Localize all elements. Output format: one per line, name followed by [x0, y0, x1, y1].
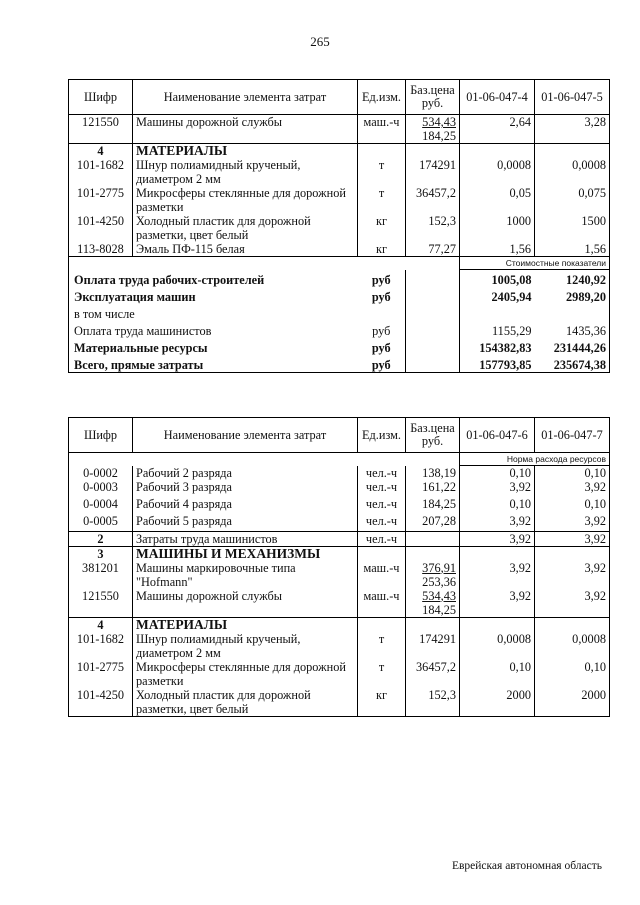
summary-value-a: 1155,29 [491, 324, 532, 338]
table-header [69, 80, 610, 115]
row-value-a: 3,92 [460, 480, 535, 497]
row-name: Машины дорожной службы [133, 115, 358, 144]
band-row [69, 453, 610, 466]
row-unit: кг [358, 214, 406, 242]
row-value-a: 0,10 [460, 660, 535, 688]
row-unit: т [358, 660, 406, 688]
cost-table-2 [68, 417, 610, 717]
section-row [69, 144, 610, 159]
table-row [69, 480, 610, 497]
row-value-b: 0,10 [535, 466, 610, 481]
summary-value-b: 235674,38 [535, 355, 610, 373]
row-price: 138,19 [406, 466, 460, 481]
summary-row [69, 355, 610, 373]
table-row [69, 115, 610, 144]
row-price-labor: 253,36 [422, 574, 456, 589]
table-row [69, 561, 610, 589]
table-row [69, 514, 610, 531]
row-name: Рабочий 4 разряда [133, 497, 358, 514]
table-row [69, 497, 610, 514]
row-price: 174291 [406, 158, 460, 186]
table-row [69, 242, 610, 257]
row-value-b: 0,0008 [535, 632, 610, 660]
header-col-a: 01-06-047-4 [460, 80, 535, 115]
table-row [69, 589, 610, 618]
header-col-a: 01-06-047-6 [460, 418, 535, 453]
cost-table-1 [68, 79, 610, 373]
table-row [69, 186, 610, 214]
section-code: 3 [69, 546, 133, 561]
row-name: Шнур полиамидный крученый, диаметром 2 мм [133, 158, 358, 186]
summary-value-b: 1435,36 [535, 321, 610, 338]
header-col-b: 01-06-047-5 [535, 80, 610, 115]
section-title: МАШИНЫ И МЕХАНИЗМЫ [133, 546, 358, 561]
header-code: Шифр [69, 80, 133, 115]
summary-unit: руб [371, 290, 391, 304]
summary-row [69, 321, 610, 338]
row-code: 101-2775 [69, 186, 133, 214]
summary-row [69, 270, 610, 288]
row-price: 207,28 [406, 514, 460, 531]
summary-value-a: 157793,85 [460, 355, 535, 373]
row-code: 101-4250 [69, 688, 133, 717]
row-price: 534,43 [422, 588, 456, 603]
row-value-a: 1,56 [460, 242, 535, 257]
row-price-labor: 184,25 [422, 129, 456, 143]
table-row [69, 158, 610, 186]
row-unit: маш.-ч [358, 561, 406, 589]
row-unit: маш.-ч [358, 115, 406, 144]
row-price: 77,27 [406, 242, 460, 257]
summary-unit: руб [371, 272, 391, 287]
row-value-b: 0,075 [535, 186, 610, 214]
row-value-a: 3,92 [460, 531, 535, 546]
row-name: Машины маркировочные типа "Hofmann" [133, 561, 358, 589]
row-name: Шнур полиамидный крученый, диаметром 2 мм [133, 632, 358, 660]
row-price: 184,25 [406, 497, 460, 514]
summary-label: Всего, прямые затраты [69, 355, 358, 373]
row-code: 0-0003 [69, 480, 133, 497]
summary-unit: руб [358, 355, 406, 373]
row-value-a: 0,10 [460, 466, 535, 481]
row-name: Рабочий 2 разряда [133, 466, 358, 481]
band-label: Норма расхода ресурсов [460, 453, 610, 466]
row-unit: т [358, 158, 406, 186]
row-price: 161,22 [406, 480, 460, 497]
row-code: 101-2775 [69, 660, 133, 688]
summary-label: Материальные ресурсы [69, 338, 358, 355]
row-value-a: 3,92 [460, 561, 535, 589]
row-code: 121550 [69, 115, 133, 144]
row-price: 534,43 [422, 115, 456, 129]
row-price: 152,3 [406, 688, 460, 717]
row-value-a: 3,92 [460, 589, 535, 618]
row-code: 0-0004 [69, 497, 133, 514]
row-value-b: 0,10 [535, 497, 610, 514]
page-number: 265 [310, 34, 330, 49]
summary-row [69, 287, 610, 304]
summary-label: Оплата труда машинистов [69, 321, 358, 338]
row-value-a: 0,05 [460, 186, 535, 214]
summary-value-b: 2989,20 [535, 287, 610, 304]
row-name: Рабочий 5 разряда [133, 514, 358, 531]
row-value-a: 1000 [460, 214, 535, 242]
row-value-a: 2,64 [460, 115, 535, 144]
section-code: 4 [69, 617, 133, 632]
header-col-b: 01-06-047-7 [535, 418, 610, 453]
table-row [69, 660, 610, 688]
section-code: 4 [69, 144, 133, 159]
row-unit: чел.-ч [358, 497, 406, 514]
row-value-b: 1,56 [535, 242, 610, 257]
row-value-b: 1500 [535, 214, 610, 242]
summary-row [69, 338, 610, 355]
row-code: 101-1682 [69, 632, 133, 660]
row-value-b: 0,10 [535, 660, 610, 688]
row-value-a: 2000 [460, 688, 535, 717]
row-price: 376,91 [422, 560, 456, 575]
row-name: Рабочий 3 разряда [133, 480, 358, 497]
row-value-b: 3,28 [535, 115, 610, 144]
row-unit: чел.-ч [358, 480, 406, 497]
row-name: Холодный пластик для дорожной разметки, цвет белый [133, 688, 358, 717]
row-unit: маш.-ч [358, 589, 406, 618]
summary-value-a: 154382,83 [479, 341, 532, 355]
band-label: Стоимостные показатели [460, 257, 610, 270]
summary-unit: руб [371, 341, 391, 355]
row-unit: чел.-ч [358, 531, 406, 546]
summary-unit [358, 304, 406, 321]
header-name: Наименование элемента затрат [133, 80, 358, 115]
row-unit: кг [358, 688, 406, 717]
row-name: Микросферы стеклянные для дорожной разметки [133, 660, 358, 688]
row-code: 381201 [69, 561, 133, 589]
summary-value-a: 2405,94 [491, 290, 532, 304]
header-price: Баз.цена руб. [406, 418, 460, 453]
row-name: Машины дорожной службы [133, 589, 358, 618]
summary-row [69, 304, 610, 321]
section-row [69, 546, 610, 561]
table-row [69, 632, 610, 660]
header-name: Наименование элемента затрат [133, 418, 358, 453]
summary-label: в том числе [69, 304, 358, 321]
row-name: Микросферы стеклянные для дорожной разметки [133, 186, 358, 214]
section-row [69, 617, 610, 632]
summary-unit: руб [372, 324, 391, 338]
row-unit: чел.-ч [358, 466, 406, 481]
section-title: МАТЕРИАЛЫ [133, 144, 358, 159]
row-code: 0-0002 [69, 466, 133, 481]
row-value-b: 3,92 [535, 514, 610, 531]
row-value-b: 0,0008 [535, 158, 610, 186]
row-unit: т [358, 186, 406, 214]
table-row [69, 688, 610, 717]
row-value-a: 0,0008 [460, 632, 535, 660]
row-price: 36457,2 [406, 660, 460, 688]
summary-value-a: 1005,08 [491, 273, 532, 287]
row-code: 101-1682 [69, 158, 133, 186]
summary-value-b: 231444,26 [535, 338, 610, 355]
row-code: 2 [69, 531, 133, 546]
row-price: 152,3 [406, 214, 460, 242]
summary-value-b: 1240,92 [535, 270, 610, 288]
footer-region: Еврейская автономная область [451, 860, 602, 872]
header-code: Шифр [69, 418, 133, 453]
row-price: 36457,2 [406, 186, 460, 214]
summary-label: Оплата труда рабочих-строителей [69, 270, 358, 288]
row-name: Затраты труда машинистов [133, 531, 358, 546]
row-value-b: 3,92 [535, 480, 610, 497]
band-row [69, 257, 610, 270]
row-value-b: 3,92 [535, 531, 610, 546]
labor-row [69, 531, 610, 546]
row-name: Холодный пластик для дорожной разметки, цвет белый [133, 214, 358, 242]
table-row [69, 466, 610, 481]
row-code: 113-8028 [69, 242, 133, 257]
table-row [69, 214, 610, 242]
row-value-a: 0,10 [460, 497, 535, 514]
row-unit: т [358, 632, 406, 660]
row-unit: кг [358, 242, 406, 257]
row-price: 174291 [406, 632, 460, 660]
row-value-a: 0,0008 [460, 158, 535, 186]
row-price-labor: 184,25 [422, 602, 456, 617]
row-code: 101-4250 [69, 214, 133, 242]
row-unit: чел.-ч [358, 514, 406, 531]
table-header [69, 418, 610, 453]
section-title: МАТЕРИАЛЫ [133, 617, 358, 632]
row-value-a: 3,92 [460, 514, 535, 531]
header-unit: Ед.изм. [358, 418, 406, 453]
row-value-b: 3,92 [535, 589, 610, 618]
summary-label: Эксплуатация машин [69, 287, 358, 304]
row-value-b: 3,92 [535, 561, 610, 589]
row-code: 121550 [69, 589, 133, 618]
header-unit: Ед.изм. [358, 80, 406, 115]
header-price: Баз.цена руб. [406, 80, 460, 115]
row-name: Эмаль ПФ-115 белая [133, 242, 358, 257]
row-value-b: 2000 [535, 688, 610, 717]
row-code: 0-0005 [69, 514, 133, 531]
